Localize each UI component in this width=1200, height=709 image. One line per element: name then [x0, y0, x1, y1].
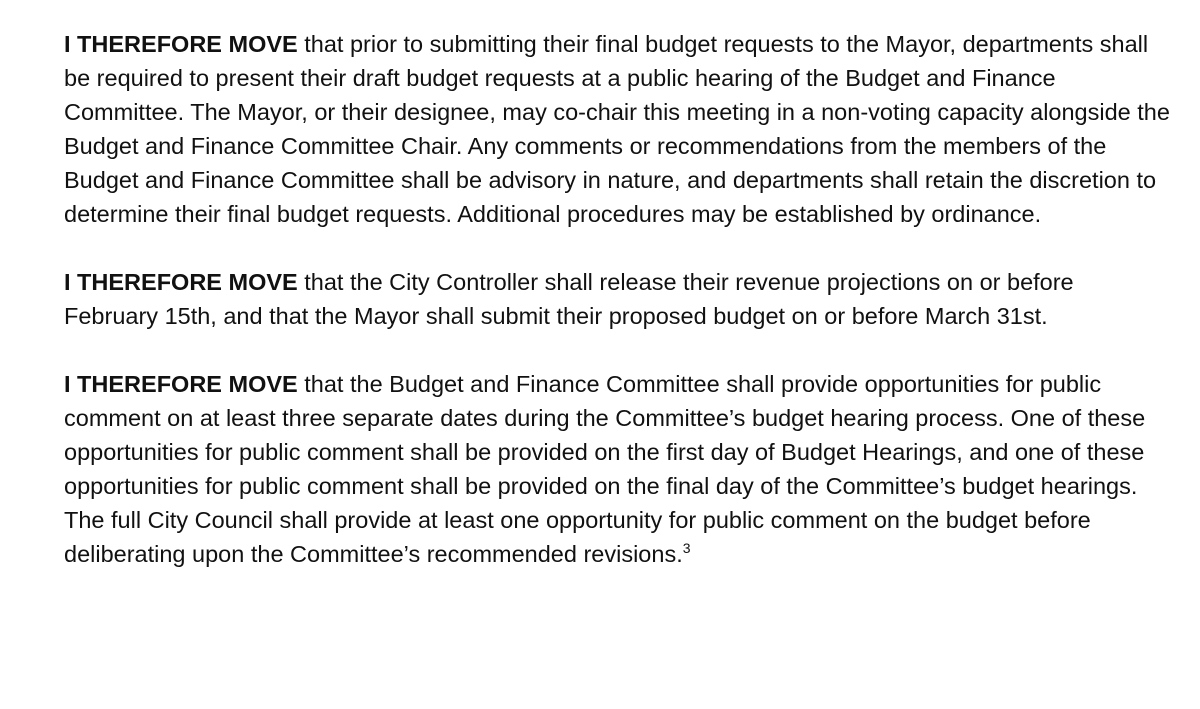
motion-text: that the City Controller shall release their revenue projections on or before February 15th, and that the Mayor shall submit their proposed budget on or before March 31st.	[64, 269, 1074, 329]
motion-paragraph-3	[64, 367, 1174, 571]
footnote-marker[interactable]: 3	[682, 540, 691, 557]
motion-lead: I THEREFORE MOVE	[64, 31, 298, 57]
motion-lead: I THEREFORE MOVE	[64, 269, 298, 295]
motion-text: that prior to submitting their final budget requests to the Mayor, departments shall be required to present their draft budget requests at a public hearing of the Budget and Finance Committee. The Mayor, or their designee, may co-chair this meeting in a non-voting capacity alongside the Budget and Finance Committee Chair. Any comments or recommendations from the members of the Budget and Finance Committee shall be advisory in nature, and departments shall retain the discretion to determine their final budget requests. Additional procedures may be established by ordinance.	[64, 31, 1170, 227]
motion-paragraph-2	[64, 265, 1174, 333]
motion-text: that the Budget and Finance Committee shall provide opportunities for public comment on at least three separate dates during the Committee’s budget hearing process. One of these opportunities for public comment shall be provided on the first day of Budget Hearings, and one of these opportunities for public comment shall be provided on the final day of the Committee’s budget hearings. The full City Council shall provide at least one opportunity for public comment on the budget before deliberating upon the Committee’s recommended revisions.	[64, 371, 1146, 567]
motion-paragraph-1	[64, 27, 1174, 231]
motion-document	[64, 27, 1174, 605]
motion-lead: I THEREFORE MOVE	[64, 371, 298, 397]
